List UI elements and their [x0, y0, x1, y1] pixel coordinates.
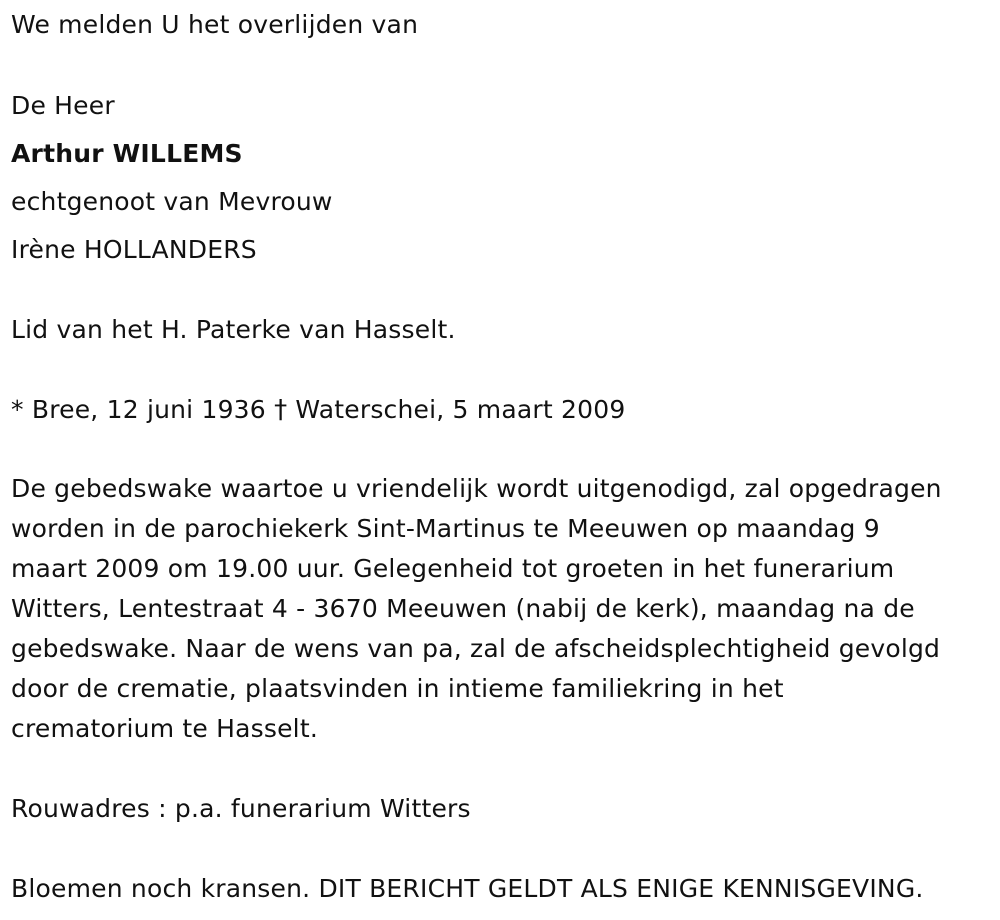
- paragraph-line: gebedswake. Naar de wens van pa, zal de afscheidsplechtigheid gevolgd: [11, 634, 941, 663]
- birth-info: * Bree, 12 juni 1936: [11, 395, 266, 424]
- paragraph-line: crematorium te Hasselt.: [11, 714, 318, 743]
- death-info: Waterschei, 5 maart 2009: [295, 395, 626, 424]
- dates-line: [11, 390, 625, 430]
- paragraph-line: Witters, Lentestraat 4 - 3670 Meeuwen (nabij de kerk), maandag na de: [11, 594, 915, 623]
- spouse-prefix-text: echtgenoot van Mevrouw: [11, 187, 333, 216]
- paragraph-line: De gebedswake waartoe u vriendelijk wordt uitgenodigd, zal opgedragen: [11, 474, 942, 503]
- paragraph-line: door de crematie, plaatsvinden in intieme familiekring in het: [11, 674, 784, 703]
- paragraph-line: maart 2009 om 19.00 uur. Gelegenheid tot groeten in het funerarium: [11, 554, 895, 583]
- honorific-text: De Heer: [11, 91, 115, 120]
- intro-text: We melden U het overlijden van: [11, 10, 419, 39]
- spouse-name: Irène HOLLANDERS: [11, 235, 257, 264]
- closing-text: Bloemen noch kransen. DIT BERICHT GELDT ALS ENIGE KENNISGEVING.: [11, 874, 924, 903]
- paragraph-line: worden in de parochiekerk Sint-Martinus te Meeuwen op maandag 9: [11, 514, 880, 543]
- membership-text: Lid van het H. Paterke van Hasselt.: [11, 315, 456, 344]
- mourning-address: Rouwadres : p.a. funerarium Witters: [11, 794, 471, 823]
- dagger-icon: †: [274, 395, 288, 425]
- vigil-paragraph: [11, 469, 991, 749]
- deceased-name: Arthur WILLEMS: [11, 139, 243, 168]
